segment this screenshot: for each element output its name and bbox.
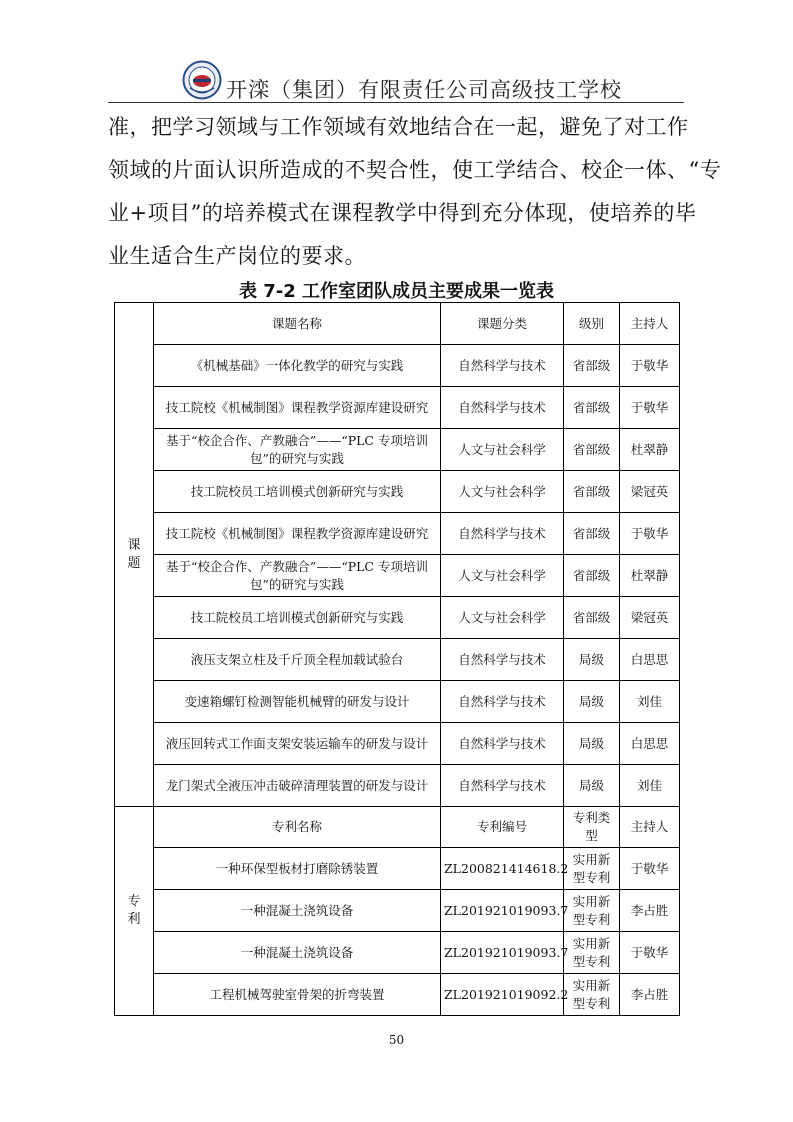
patents-section [115,807,680,1016]
level-cell: 局级 [564,723,620,765]
table-row [115,848,680,890]
project-type-cell: 自然科学与技术 [441,765,564,807]
patent-number-cell: ZL201921019092.2 [441,974,564,1016]
leader-cell: 杜翠静 [620,555,680,597]
patent-type-cell: 实用新型专利 [564,932,620,974]
level-cell: 省部级 [564,387,620,429]
table-row [115,387,680,429]
leader-cell: 杜翠静 [620,429,680,471]
project-name-cell: 技工院校《机械制图》课程教学资源库建设研究 [154,387,441,429]
project-name-cell: 龙门架式全液压冲击破碎清理装置的研发与设计 [154,765,441,807]
project-type-cell: 人文与社会科学 [441,429,564,471]
category-cell-patents [115,807,154,1016]
page-number: 50 [388,1033,405,1047]
table-row [115,681,680,723]
table-row [115,765,680,807]
patent-number-cell: ZL201921019093.7 [441,890,564,932]
leader-cell: 梁冠英 [620,597,680,639]
body-line: 业+项目”的培养模式在课程教学中得到充分体现，使培养的毕 [108,201,697,225]
level-cell: 省部级 [564,555,620,597]
body-line: 领域的片面认识所造成的不契合性，使工学结合、校企一体、“专 [108,158,722,182]
project-name-cell: 变速箱螺钉检测智能机械臂的研发与设计 [154,681,441,723]
project-name-cell: 液压支架立柱及千斤顶全程加载试验台 [154,639,441,681]
patents-header-row [115,807,680,848]
header-cell: 专利编号 [441,807,564,848]
leader-cell: 刘佳 [620,765,680,807]
table-row [115,974,680,1016]
category-label: 课题 [127,537,141,571]
project-name-cell: 技工院校员工培训模式创新研究与实践 [154,597,441,639]
level-cell: 省部级 [564,471,620,513]
level-cell: 省部级 [564,429,620,471]
patent-name-cell: 工程机械驾驶室骨架的折弯装置 [154,974,441,1016]
leader-cell: 于敬华 [620,848,680,890]
project-name-cell: 技工院校《机械制图》课程教学资源库建设研究 [154,513,441,555]
table-caption: 表 7-2 工作室团队成员主要成果一览表 [238,281,555,302]
table-row [115,597,680,639]
header-cell: 级别 [564,303,620,345]
table-row [115,639,680,681]
project-type-cell: 自然科学与技术 [441,681,564,723]
header-cell: 专利名称 [154,807,441,848]
header-cell: 课题分类 [441,303,564,345]
table-row [115,345,680,387]
project-type-cell: 自然科学与技术 [441,345,564,387]
leader-cell: 李占胜 [620,974,680,1016]
project-type-cell: 自然科学与技术 [441,513,564,555]
projects-header-row [115,303,680,345]
level-cell: 局级 [564,765,620,807]
project-name-cell: 技工院校员工培训模式创新研究与实践 [154,471,441,513]
body-line: 准，把学习领域与工作领域有效地结合在一起，避免了对工作 [108,115,689,139]
school-logo-icon [182,60,222,100]
leader-cell: 于敬华 [620,345,680,387]
project-name-cell: 液压回转式工作面支架安装运输车的研发与设计 [154,723,441,765]
project-name-cell: 基于“校企合作、产教融合”——“PLC 专项培训包”的研究与实践 [154,429,441,471]
patent-number-cell: ZL201921019093.7 [441,932,564,974]
patent-name-cell: 一种混凝土浇筑设备 [154,932,441,974]
header-cell: 主持人 [620,807,680,848]
leader-cell: 白思思 [620,723,680,765]
project-type-cell: 人文与社会科学 [441,471,564,513]
patent-name-cell: 一种环保型板材打磨除锈装置 [154,848,441,890]
table-row [115,932,680,974]
table-row [115,890,680,932]
patent-type-cell: 实用新型专利 [564,848,620,890]
header-cell: 专利类型 [564,807,620,848]
patent-name-cell: 一种混凝土浇筑设备 [154,890,441,932]
category-label: 专利 [127,894,141,927]
header-cell: 主持人 [620,303,680,345]
leader-cell: 刘佳 [620,681,680,723]
leader-cell: 李占胜 [620,890,680,932]
level-cell: 省部级 [564,345,620,387]
body-line: 业生适合生产岗位的要求。 [108,244,366,268]
level-cell: 局级 [564,681,620,723]
project-type-cell: 自然科学与技术 [441,639,564,681]
patent-type-cell: 实用新型专利 [564,974,620,1016]
project-type-cell: 自然科学与技术 [441,723,564,765]
project-name-cell: 《机械基础》一体化教学的研究与实践 [154,345,441,387]
leader-cell: 于敬华 [620,513,680,555]
leader-cell: 梁冠英 [620,471,680,513]
table-row [115,513,680,555]
category-cell-projects [115,303,154,807]
leader-cell: 于敬华 [620,387,680,429]
header-title: 开滦（集团）有限责任公司高级技工学校 [226,78,622,102]
table-row [115,471,680,513]
projects-section [115,303,680,807]
project-type-cell: 自然科学与技术 [441,387,564,429]
level-cell: 省部级 [564,597,620,639]
table-row [115,723,680,765]
header-divider [108,102,684,103]
level-cell: 局级 [564,639,620,681]
level-cell: 省部级 [564,513,620,555]
project-type-cell: 人文与社会科学 [441,597,564,639]
project-type-cell: 人文与社会科学 [441,555,564,597]
project-name-cell: 基于“校企合作、产教融合”——“PLC 专项培训包”的研究与实践 [154,555,441,597]
leader-cell: 于敬华 [620,932,680,974]
achievements-table [114,302,680,1016]
table-row [115,429,680,471]
leader-cell: 白思思 [620,639,680,681]
patent-type-cell: 实用新型专利 [564,890,620,932]
patent-number-cell: ZL200821414618.2 [441,848,564,890]
page-header [182,60,662,100]
body-paragraph [108,106,722,278]
header-cell: 课题名称 [154,303,441,345]
table-row [115,555,680,597]
